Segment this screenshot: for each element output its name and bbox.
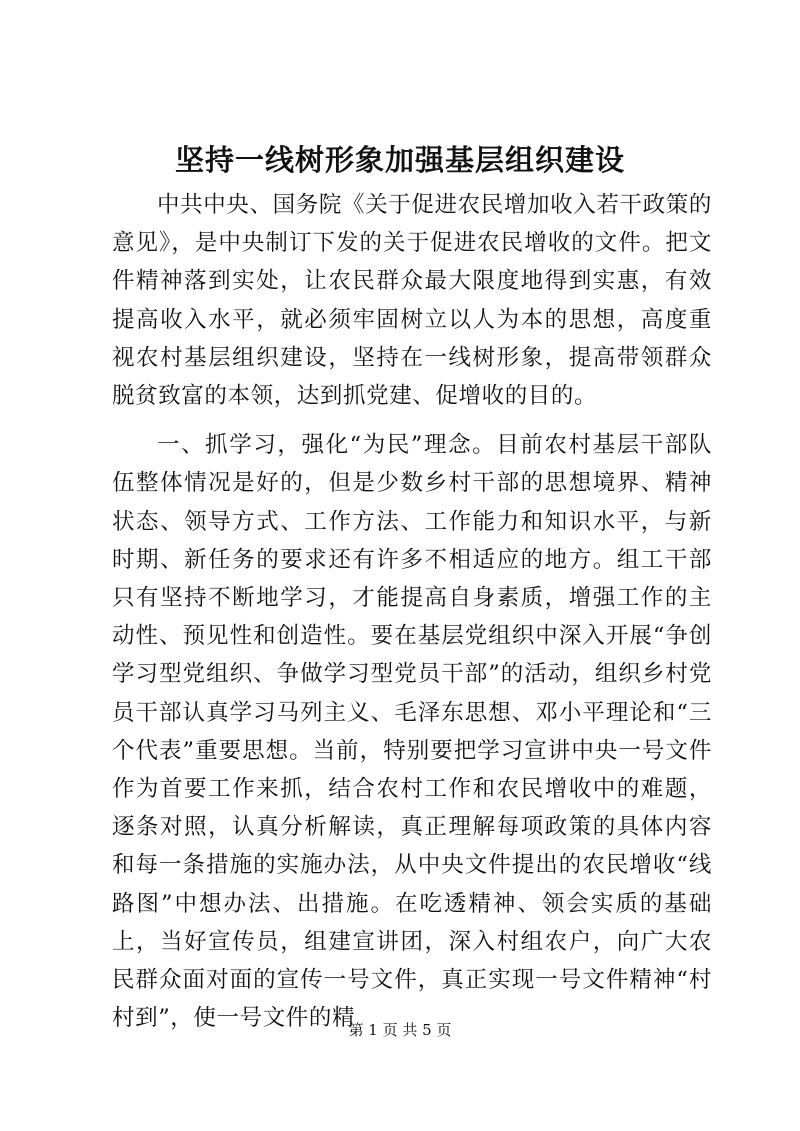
paragraph-section-one: 一、抓学习，强化“为民”理念。目前农村基层干部队伍整体情况是好的，但是少数乡村干部的思想境界、精神状态、领导方式、工作方法、工作能力和知识水平，与新时期、新任务的要求还有许多不相适应的地方。组工干部只有坚持不断地学习，才能提高自身素质，增强工作的主动性、预见性和创造性。要在基层党组织中深入开展“争创学习型党组织、争做学习型党员干部”的活动，组织乡村党员干部认真学习马列主义、毛泽东思想、邓小平理论和“三个代表”重要思想。当前，特别要把学习宣讲中央一号文件作为首要工作来抓，结合农村工作和农民增收中的难题，逐条对照，认真分析解读，真正理解每项政策的具体内容和每一条措施的实施办法，从中央文件提出的农民增收“线路图”中想办法、出措施。在吃透精神、领会实质的基础上，当好宣传员，组建宣讲团，深入村组农户，向广大农民群众面对面的宣传一号文件，真正实现一号文件精神“村村到”，使一号文件的精 [112, 432, 712, 1032]
document-title: 坚持一线树形象加强基层组织建设 [174, 143, 625, 177]
document-body [112, 186, 712, 1037]
page-footer: 第 1 页 共 5 页 [348, 1021, 452, 1039]
paragraph-intro: 中共中央、国务院《关于促进农民增加收入若干政策的意见》，是中央制订下发的关于促进农民增收的文件。把文件精神落到实处，让农民群众最大限度地得到实惠，有效提高收入水平，就必须牢固树立以人为本的思想，高度重视农村基层组织建设，坚持在一线树形象，提高带领群众脱贫致富的本领，达到抓党建、促增收的目的。 [112, 192, 712, 410]
